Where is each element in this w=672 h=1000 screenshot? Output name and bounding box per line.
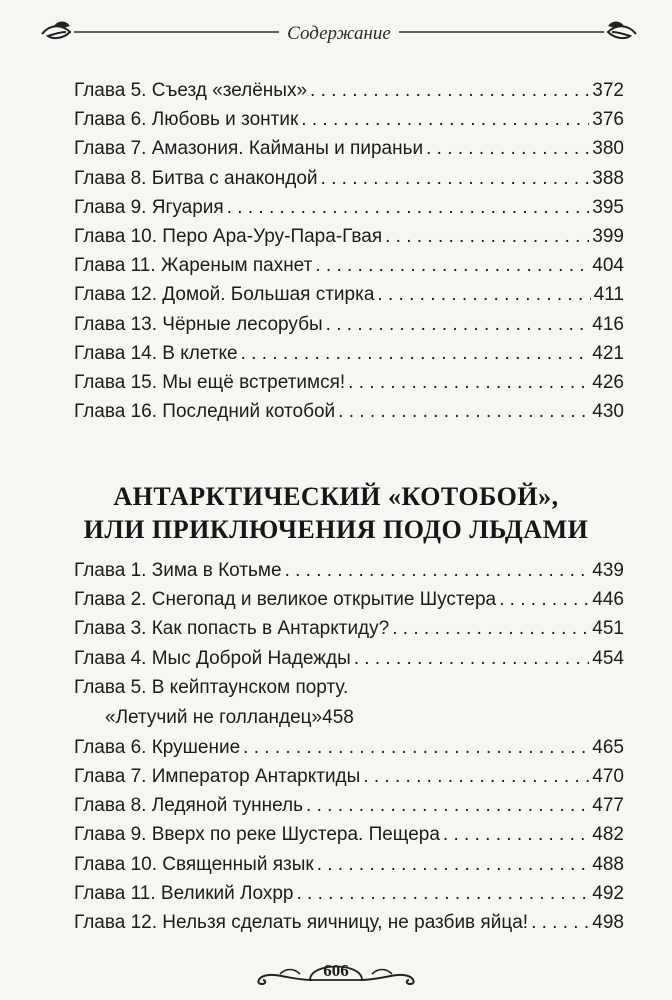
toc-entry-label: [74, 791, 303, 820]
toc-entry[interactable]: [74, 368, 624, 397]
toc-entry[interactable]: [74, 222, 624, 251]
chapter-number: Глава 12.: [74, 911, 158, 933]
toc-entry-label: [74, 556, 282, 585]
leader-dots: [301, 105, 589, 134]
chapter-number: Глава 10.: [74, 225, 158, 247]
leader-dots: [363, 762, 589, 791]
leader-dots: [243, 733, 589, 762]
toc-entry-label: [74, 76, 307, 105]
toc-entry[interactable]: [74, 397, 624, 426]
toc-entry-label: [74, 397, 335, 426]
toc-entry-continuation: [74, 703, 624, 733]
chapter-title: Жареным пахнет: [160, 255, 313, 277]
page-number-ref: 451: [592, 618, 624, 640]
chapter-number: Глава 6.: [74, 109, 147, 131]
toc-entry-label: [74, 644, 351, 673]
leader-dots: [499, 585, 589, 614]
toc-entry[interactable]: [74, 791, 624, 820]
chapter-title: Священный язык: [162, 853, 314, 875]
chapter-title: Мыс Доброй Надежды: [151, 647, 351, 669]
chapter-number: Глава 8.: [74, 167, 147, 189]
page-number: 606: [323, 961, 349, 980]
chapter-title: Битва с анакондой: [151, 167, 318, 189]
page-number-ref: 446: [592, 589, 624, 611]
chapter-number: Глава 8.: [74, 795, 147, 817]
chapter-title: Чёрные лесорубы: [162, 313, 323, 335]
chapter-number: Глава 2.: [74, 589, 147, 611]
toc-entry[interactable]: [74, 280, 624, 309]
leader-dots: [348, 368, 589, 397]
toc-entry-label: [74, 585, 496, 614]
leader-dots: [326, 310, 590, 339]
page-number-ref: 372: [592, 80, 624, 101]
toc-entry-label: [74, 222, 382, 251]
chapter-number: Глава 3.: [74, 618, 147, 640]
toc-entry-label: [74, 164, 318, 193]
toc-entry-label: [74, 908, 528, 937]
page-number-ref: 399: [592, 225, 624, 247]
chapter-number: Глава 9.: [74, 196, 147, 218]
page-number-ref: 465: [592, 736, 624, 758]
section-heading: [30, 480, 642, 546]
chapter-title: Съезд «зелёных»: [151, 80, 308, 101]
chapter-title: Император Антарктиды: [151, 765, 361, 787]
toc-entry[interactable]: [74, 733, 624, 762]
chapter-number: Глава 9.: [74, 824, 147, 846]
running-header: [40, 14, 638, 50]
leader-dots: [315, 251, 589, 280]
page-number-ref: 430: [592, 401, 624, 423]
chapter-title: В клетке: [162, 342, 238, 364]
leader-dots: [227, 193, 590, 222]
page-number-ref: 404: [592, 255, 624, 277]
toc-entry-label: [74, 733, 240, 762]
leader-dots: [285, 556, 590, 585]
chapter-title: Зима в Котьме: [151, 560, 282, 581]
chapter-number: Глава 1.: [74, 560, 147, 581]
toc-entry-label: [74, 368, 345, 397]
page-number-ref: 498: [592, 911, 624, 933]
toc-entry-label: [74, 614, 389, 643]
page-number-ref: 411: [593, 284, 624, 306]
leader-dots: [296, 879, 589, 908]
chapter-number: Глава 13.: [74, 313, 158, 335]
chapter-number: Глава 7.: [74, 138, 147, 160]
leader-dots: [321, 164, 590, 193]
chapter-title: Домой. Большая стирка: [162, 284, 375, 306]
toc-entry[interactable]: [74, 251, 624, 280]
header-title: [40, 23, 638, 45]
page-number-ref: 458: [322, 706, 354, 728]
chapter-number: Глава 12.: [74, 284, 158, 306]
leader-dots: [354, 644, 590, 673]
toc-entry[interactable]: [74, 762, 624, 791]
chapter-number: Глава 10.: [74, 853, 158, 875]
leader-dots: [310, 76, 589, 105]
chapter-title: Последний котобой: [162, 401, 336, 423]
chapter-number: Глава 11.: [74, 255, 156, 277]
page-number-ref: 470: [592, 765, 624, 787]
toc-entry-label: [74, 339, 238, 368]
page-number-ref: 439: [592, 560, 624, 581]
leader-dots: [317, 850, 590, 879]
chapter-title: Снегопад и великое открытие Шустера: [151, 589, 497, 611]
chapter-title: Амазония. Кайманы и пираньи: [151, 138, 424, 160]
chapter-number: Глава 16.: [74, 401, 158, 423]
chapter-number: Глава 14.: [74, 342, 158, 364]
leader-dots: [338, 397, 589, 426]
chapter-number: Глава 5.: [74, 676, 147, 698]
toc-entry[interactable]: [74, 105, 624, 134]
page-number-ref: 492: [592, 882, 624, 904]
toc-entry[interactable]: [74, 673, 624, 733]
toc-entry-label: [74, 673, 624, 703]
toc-entry-label: [74, 310, 323, 339]
page-number-ref: 477: [592, 795, 624, 817]
toc-entry[interactable]: [74, 76, 624, 105]
chapter-title: Крушение: [151, 736, 241, 758]
page-number-ref: 395: [592, 196, 624, 218]
toc-entry-label: [74, 879, 293, 908]
chapter-number: Глава 7.: [74, 765, 147, 787]
page-number-ref: 426: [592, 371, 624, 393]
page-number-ref: 416: [592, 313, 624, 335]
toc-entry-label: [74, 762, 360, 791]
toc-entry[interactable]: [74, 879, 624, 908]
toc-entry[interactable]: [74, 644, 624, 673]
leader-dots: [377, 280, 590, 309]
page-number-ref: 380: [592, 138, 624, 160]
leader-dots: [531, 908, 589, 937]
page-number-ref: 488: [592, 853, 624, 875]
chapter-title: Нельзя сделать яичницу, не разбив яйца!: [162, 911, 529, 933]
leader-dots: [241, 339, 590, 368]
toc-entry[interactable]: [74, 164, 624, 193]
toc-list-part2: [74, 556, 624, 937]
toc-entry-label: [74, 850, 314, 879]
chapter-title: Мы ещё встретимся!: [162, 371, 346, 393]
chapter-title: Ягуария: [151, 196, 224, 218]
leader-dots: [306, 791, 589, 820]
toc-list-part1: [74, 76, 624, 426]
header-title-text: Содержание: [279, 23, 399, 44]
toc-entry[interactable]: [74, 134, 624, 163]
chapter-number: Глава 15.: [74, 371, 158, 393]
leader-dots: [392, 614, 589, 643]
chapter-number: Глава 11.: [74, 882, 156, 904]
chapter-title: Вверх по реке Шустера. Пещера: [151, 824, 440, 846]
section-heading-line2: ИЛИ ПРИКЛЮЧЕНИЯ ПОДО ЛЬДАМИ: [83, 515, 589, 544]
toc-entry[interactable]: [74, 908, 624, 937]
toc-entry-label: [74, 280, 374, 309]
page-number-ref: 388: [592, 167, 624, 189]
chapter-number: Глава 4.: [74, 647, 147, 669]
chapter-title: Великий Лохрр: [160, 882, 294, 904]
chapter-title: Перо Ара-Уру-Пара-Гвая: [162, 225, 383, 247]
chapter-title: Ледяной туннель: [151, 795, 304, 817]
toc-entry[interactable]: [74, 310, 624, 339]
chapter-title-continued: «Летучий не голландец»: [105, 706, 323, 728]
toc-entry[interactable]: [74, 585, 624, 614]
toc-entry[interactable]: [74, 193, 624, 222]
chapter-title: Любовь и зонтик: [151, 109, 299, 131]
chapter-title: Как попасть в Антарктиду?: [151, 618, 390, 640]
chapter-number: Глава 5.: [74, 80, 147, 101]
toc-entry[interactable]: [74, 820, 624, 849]
toc-entry-label: [74, 193, 224, 222]
toc-entry-label: [74, 251, 312, 280]
leader-dots: [426, 134, 589, 163]
chapter-number: Глава 6.: [74, 736, 147, 758]
toc-entry[interactable]: [74, 850, 624, 879]
toc-entry-label: [74, 105, 298, 134]
page-number-ref: 454: [592, 647, 624, 669]
page-number-ref: 376: [592, 109, 624, 131]
leader-dots: [443, 820, 589, 849]
leader-dots: [385, 222, 589, 251]
chapter-title: В кейптаунском порту.: [151, 676, 349, 698]
toc-entry[interactable]: [74, 556, 624, 585]
toc-entry-label: [74, 134, 423, 163]
page-number-ref: 482: [592, 824, 624, 846]
page-number-ref: 421: [592, 342, 624, 364]
toc-entry-label: [74, 820, 440, 849]
page-footer: [250, 950, 422, 994]
section-heading-line1: АНТАРКТИЧЕСКИЙ «КОТОБОЙ»,: [113, 482, 559, 511]
toc-entry[interactable]: [74, 339, 624, 368]
toc-entry[interactable]: [74, 614, 624, 643]
